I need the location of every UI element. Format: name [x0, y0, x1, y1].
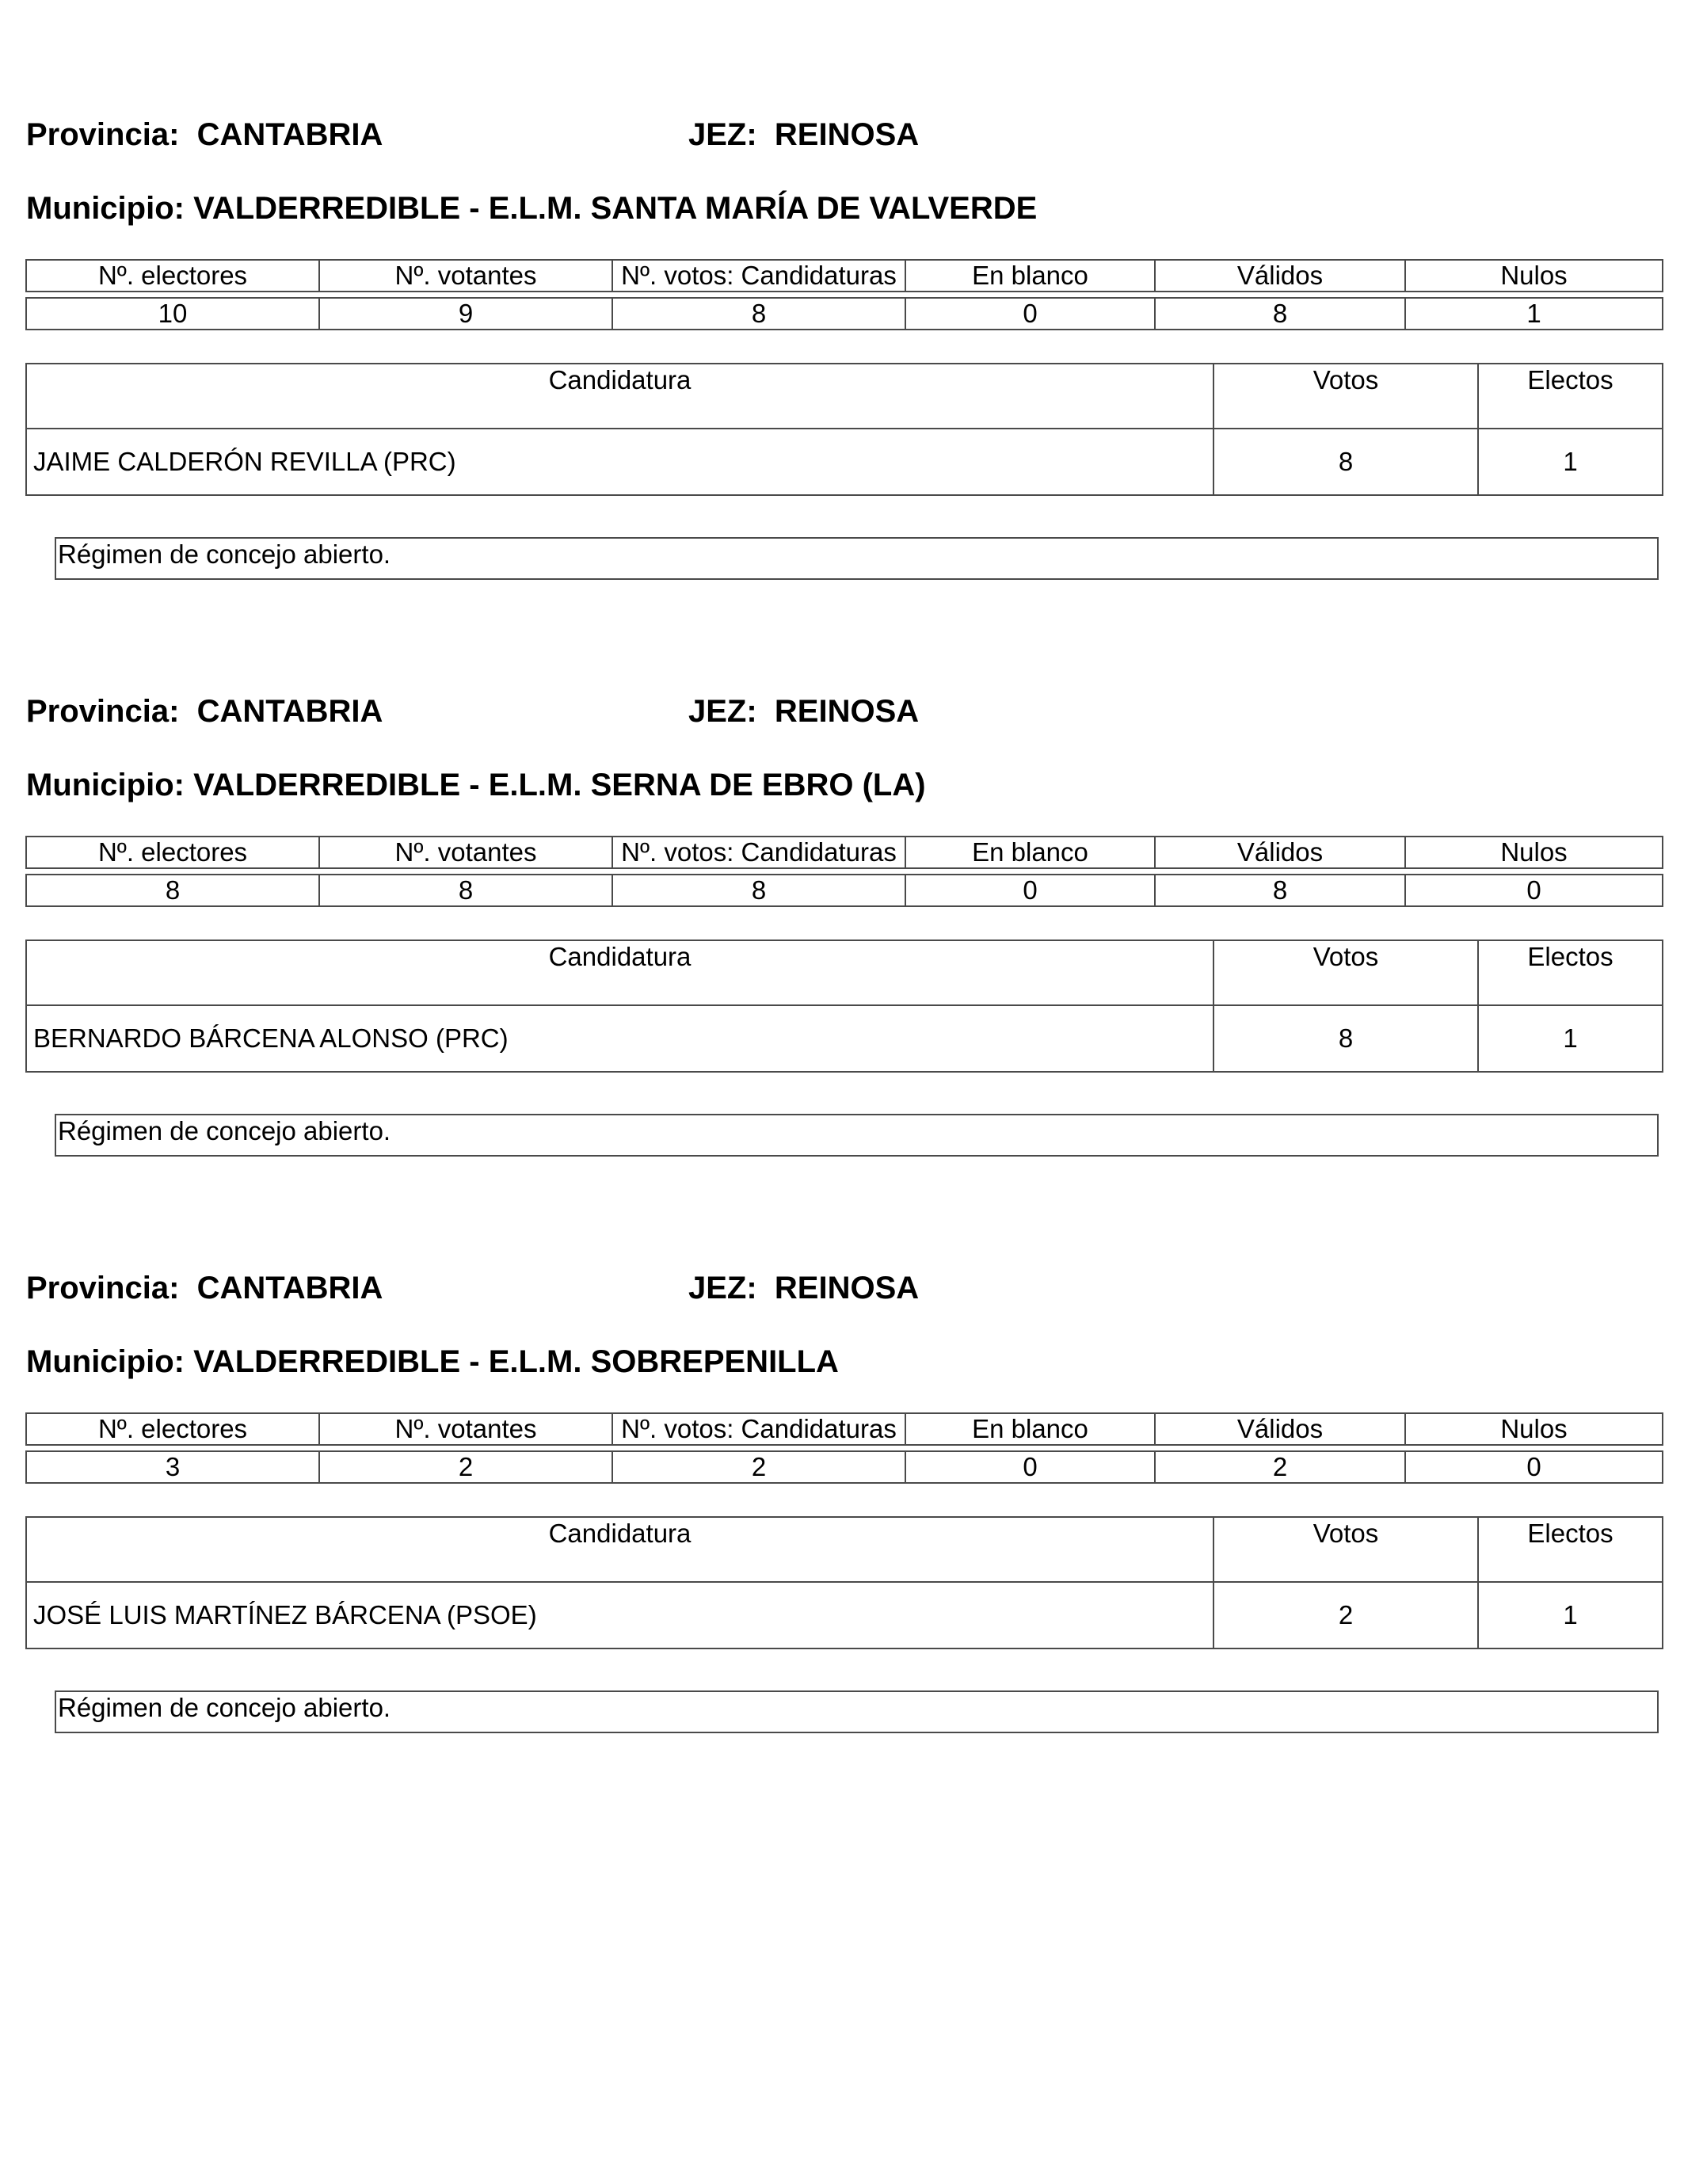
candidate-name: JOSÉ LUIS MARTÍNEZ BÁRCENA (PSOE) [26, 1582, 1213, 1648]
municipio-heading [26, 766, 926, 804]
stats-value-cell: 3 [26, 1451, 319, 1483]
municipio-section-1 [0, 0, 1684, 569]
regimen-note: Régimen de concejo abierto. [55, 1114, 1659, 1157]
provincia-label: Provincia: [26, 1271, 180, 1305]
jez-label: JEZ: [688, 1271, 757, 1305]
stats-header-cell: Nº. electores [26, 1413, 319, 1445]
candidate-votos: 8 [1213, 429, 1478, 495]
regimen-note: Régimen de concejo abierto. [55, 1690, 1659, 1733]
municipio-label: Municipio: [26, 1344, 185, 1379]
stats-value-cell: 2 [1155, 1451, 1405, 1483]
candidate-electos: 1 [1478, 1005, 1663, 1072]
stats-value-cell: 8 [1155, 298, 1405, 330]
stats-value-cell: 10 [26, 298, 319, 330]
jez-label: JEZ: [688, 117, 757, 152]
provincia-label: Provincia: [26, 694, 180, 729]
stats-value-cell: 0 [1405, 1451, 1663, 1483]
stats-value-cell: 8 [319, 875, 612, 906]
candidatura-table [25, 363, 1663, 496]
provincia-value: CANTABRIA [196, 694, 383, 729]
candidate-votos: 2 [1213, 1582, 1478, 1648]
stats-header-row [26, 1413, 1663, 1445]
jez-label: JEZ: [688, 694, 757, 729]
stats-header-cell: En blanco [905, 260, 1155, 292]
candidatura-header-row [26, 364, 1663, 429]
stats-value-cell: 2 [319, 1451, 612, 1483]
stats-table [25, 836, 1663, 907]
stats-header-cell: Nº. votos: Candidaturas [612, 1413, 905, 1445]
municipio-label: Municipio: [26, 191, 185, 226]
municipio-value: VALDERREDIBLE - E.L.M. SERNA DE EBRO (LA) [193, 768, 926, 802]
jez-heading [688, 116, 919, 154]
stats-header-cell: En blanco [905, 1413, 1155, 1445]
stats-header-cell: Nº. electores [26, 260, 319, 292]
stats-header-cell: Nulos [1405, 1413, 1663, 1445]
municipio-label: Municipio: [26, 768, 185, 802]
candidate-electos: 1 [1478, 1582, 1663, 1648]
stats-value-cell: 8 [1155, 875, 1405, 906]
stats-value-row [26, 1451, 1663, 1483]
provincia-value: CANTABRIA [196, 1271, 383, 1305]
stats-header-cell: Nº. votos: Candidaturas [612, 837, 905, 868]
candidatura-header-row [26, 940, 1663, 1005]
jez-heading [688, 692, 919, 730]
stats-value-cell: 0 [1405, 875, 1663, 906]
stats-header-cell: Válidos [1155, 1413, 1405, 1445]
electos-header: Electos [1478, 1517, 1663, 1582]
municipio-section-2 [0, 577, 1684, 1145]
electos-header: Electos [1478, 364, 1663, 429]
stats-header-cell: Nº. electores [26, 837, 319, 868]
votos-header: Votos [1213, 1517, 1478, 1582]
stats-table [25, 1412, 1663, 1484]
candidate-votos: 8 [1213, 1005, 1478, 1072]
stats-value-cell: 8 [612, 875, 905, 906]
jez-heading [688, 1269, 919, 1307]
provincia-heading [26, 116, 383, 154]
stats-header-cell: Nº. votos: Candidaturas [612, 260, 905, 292]
jez-value: REINOSA [774, 1271, 920, 1305]
candidatura-header: Candidatura [26, 940, 1213, 1005]
stats-value-cell: 0 [905, 1451, 1155, 1483]
stats-header-cell: En blanco [905, 837, 1155, 868]
stats-header-cell: Válidos [1155, 837, 1405, 868]
stats-header-cell: Nulos [1405, 837, 1663, 868]
stats-value-cell: 1 [1405, 298, 1663, 330]
stats-value-row [26, 875, 1663, 906]
votos-header: Votos [1213, 364, 1478, 429]
stats-header-row [26, 837, 1663, 868]
electos-header: Electos [1478, 940, 1663, 1005]
jez-value: REINOSA [774, 117, 920, 152]
jez-value: REINOSA [774, 694, 920, 729]
candidatura-header: Candidatura [26, 364, 1213, 429]
stats-value-cell: 8 [612, 298, 905, 330]
candidatura-table [25, 940, 1663, 1073]
provincia-heading [26, 1269, 383, 1307]
stats-header-cell: Nº. votantes [319, 837, 612, 868]
stats-gap [26, 868, 1663, 875]
stats-header-cell: Nº. votantes [319, 260, 612, 292]
municipio-section-3 [0, 1153, 1684, 1722]
municipio-heading [26, 189, 1037, 227]
stats-value-cell: 0 [905, 875, 1155, 906]
votos-header: Votos [1213, 940, 1478, 1005]
provincia-value: CANTABRIA [196, 117, 383, 152]
table-row [26, 429, 1663, 495]
stats-gap [26, 1445, 1663, 1451]
provincia-heading [26, 692, 383, 730]
candidate-name: JAIME CALDERÓN REVILLA (PRC) [26, 429, 1213, 495]
candidatura-header-row [26, 1517, 1663, 1582]
candidate-name: BERNARDO BÁRCENA ALONSO (PRC) [26, 1005, 1213, 1072]
candidatura-table [25, 1516, 1663, 1649]
municipio-value: VALDERREDIBLE - E.L.M. SANTA MARÍA DE VALVERDE [193, 191, 1038, 226]
candidate-electos: 1 [1478, 429, 1663, 495]
stats-table [25, 259, 1663, 330]
stats-value-cell: 0 [905, 298, 1155, 330]
stats-value-cell: 8 [26, 875, 319, 906]
municipio-heading [26, 1343, 839, 1381]
stats-header-cell: Nulos [1405, 260, 1663, 292]
stats-header-cell: Válidos [1155, 260, 1405, 292]
table-row [26, 1582, 1663, 1648]
candidatura-header: Candidatura [26, 1517, 1213, 1582]
provincia-label: Provincia: [26, 117, 180, 152]
stats-value-row [26, 298, 1663, 330]
stats-header-cell: Nº. votantes [319, 1413, 612, 1445]
stats-header-row [26, 260, 1663, 292]
stats-gap [26, 292, 1663, 298]
regimen-note: Régimen de concejo abierto. [55, 537, 1659, 580]
stats-value-cell: 9 [319, 298, 612, 330]
table-row [26, 1005, 1663, 1072]
stats-value-cell: 2 [612, 1451, 905, 1483]
municipio-value: VALDERREDIBLE - E.L.M. SOBREPENILLA [193, 1344, 839, 1379]
